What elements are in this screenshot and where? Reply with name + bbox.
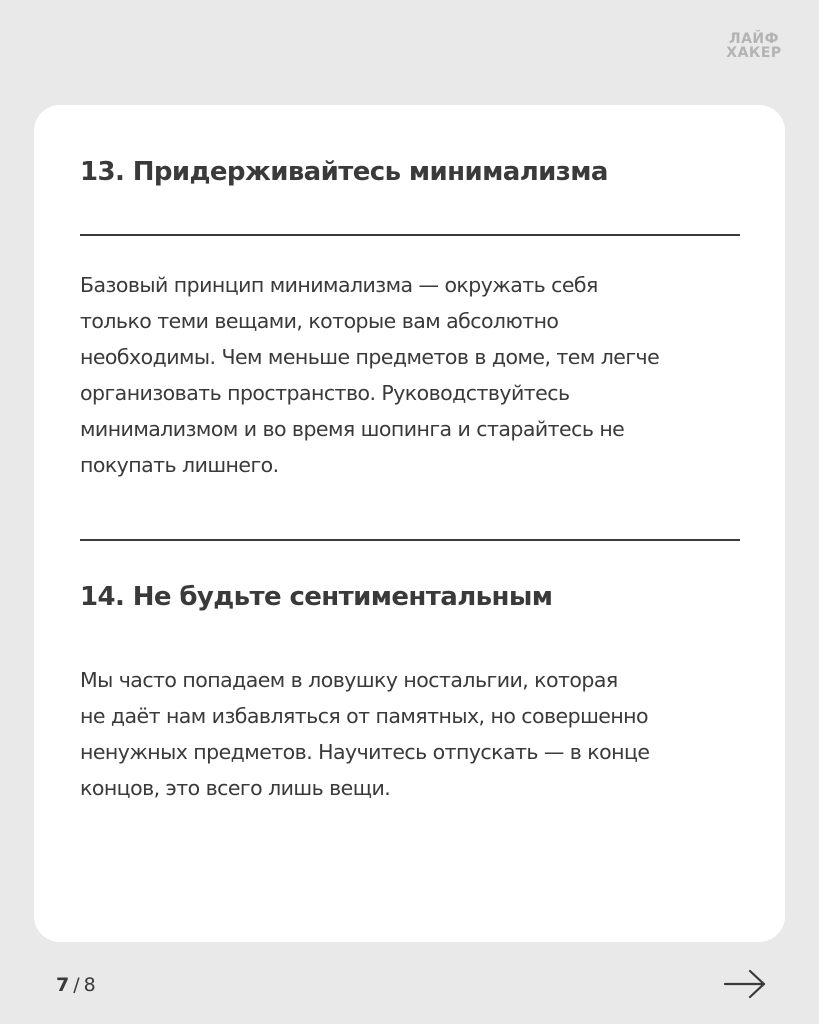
text-line: организовать пространство. Руководствуйтесь bbox=[80, 381, 570, 405]
current-page: 7 bbox=[56, 974, 70, 996]
section-14-title: 14. Не будьте сентиментальным bbox=[80, 582, 553, 612]
divider bbox=[80, 539, 740, 541]
text-line: покупать лишнего. bbox=[80, 453, 279, 477]
brand-logo-line-2: ХАКЕР bbox=[726, 45, 782, 61]
text-line: концов, это всего лишь вещи. bbox=[80, 776, 391, 800]
page-separator: / bbox=[73, 974, 80, 996]
text-line: Мы часто попадаем в ловушку ностальгии, которая bbox=[80, 668, 618, 692]
next-slide-button[interactable] bbox=[722, 966, 768, 1002]
section-14-text bbox=[80, 662, 750, 806]
arrow-right-icon bbox=[722, 966, 768, 1002]
section-13-title: 13. Придерживайтесь минимализма bbox=[80, 157, 608, 187]
text-line: только теми вещами, которые вам абсолютно bbox=[80, 309, 559, 333]
text-line: ненужных предметов. Научитесь отпускать — в конце bbox=[80, 740, 650, 764]
total-pages: 8 bbox=[83, 974, 96, 996]
text-line: минимализмом и во время шопинга и старайтесь не bbox=[80, 417, 625, 441]
brand-logo bbox=[724, 32, 784, 60]
text-line: Базовый принцип минимализма — окружать себя bbox=[80, 273, 598, 297]
text-line: необходимы. Чем меньше предметов в доме, тем легче bbox=[80, 345, 660, 369]
divider bbox=[80, 234, 740, 236]
section-13-text bbox=[80, 267, 750, 483]
content-card bbox=[34, 105, 785, 942]
page-indicator bbox=[56, 972, 96, 998]
text-line: не даёт нам избавляться от памятных, но совершенно bbox=[80, 704, 649, 728]
brand-logo-line-1: ЛАЙФ bbox=[728, 31, 780, 47]
